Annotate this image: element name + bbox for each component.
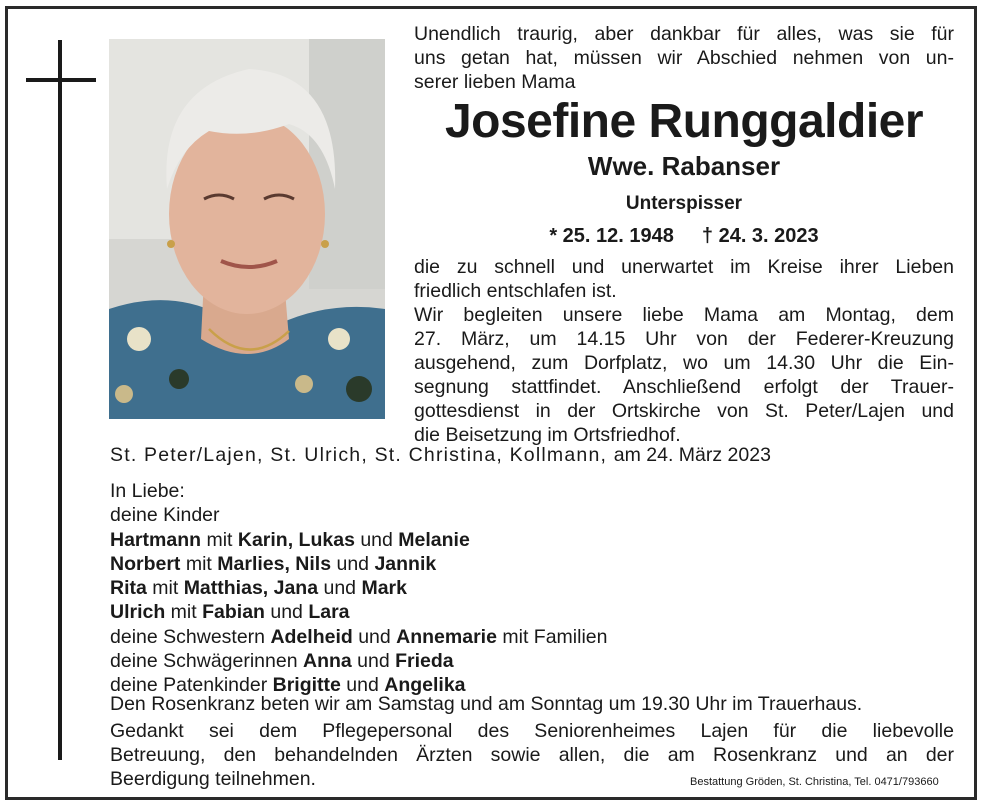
mourners-heading: In Liebe: — [110, 480, 185, 502]
place-date-line — [110, 443, 771, 467]
thanks-line: Betreuung, den behandelnden Ärzten sowie allen, die am Rosenkranz und an der — [110, 744, 954, 766]
places: St. Peter/Lajen, St. Ulrich, St. Christina, Kollmann, — [110, 444, 608, 466]
intro-line: Unendlich traurig, aber dankbar für alles, was sie für — [414, 23, 954, 45]
portrait-photo — [109, 39, 385, 419]
mourner-row: deine Schwestern Adelheid und Annemarie mit Familien — [110, 625, 608, 648]
farm-name: Unterspisser — [625, 193, 743, 214]
funeral-home: Bestattung Gröden, St. Christina, Tel. 0471/793660 — [690, 776, 939, 788]
notice-date: am 24. März 2023 — [613, 444, 771, 466]
body-line: die Beisetzung im Ortsfriedhof. — [414, 424, 681, 446]
mourner-row: Hartmann mit Karin, Lukas und Melanie — [110, 528, 470, 551]
body-line: ausgehend, zum Dorfplatz, wo um 14.30 Uhr die Ein- — [414, 352, 954, 374]
intro-text — [414, 22, 954, 94]
death-date: † 24. 3. 2023 — [701, 225, 819, 247]
mourner-row: Norbert mit Marlies, Nils und Jannik — [110, 552, 437, 575]
mourner-row: deine Patenkinder Brigitte und Angelika — [110, 674, 466, 697]
body-line: die zu schnell und unerwartet im Kreise ihrer Lieben — [414, 256, 954, 278]
body-line: gottesdienst in der Ortskirche von St. Peter/Lajen und — [414, 400, 954, 422]
intro-line: serer lieben Mama — [414, 71, 576, 93]
birth-date: * 25. 12. 1948 — [549, 225, 674, 247]
thanks-line: Gedankt sei dem Pflegepersonal des Seniorenheimes Lajen für die liebevolle — [110, 720, 954, 742]
mourners-children-label: deine Kinder — [110, 504, 220, 527]
body-line: segnung stattfindet. Anschließend erfolgt der Trauer- — [414, 376, 954, 398]
deceased-name: Josefine Runggaldier — [444, 95, 924, 148]
life-dates — [414, 222, 954, 250]
thanks-line: Beerdigung teilnehmen. — [110, 768, 316, 790]
announcement-text — [414, 255, 954, 447]
cross-vertical — [58, 40, 62, 760]
body-line: friedlich entschlafen ist. — [414, 280, 617, 302]
body-line: Wir begleiten unsere liebe Mama am Montag, dem — [414, 304, 954, 326]
rosary-notice: Den Rosenkranz beten wir am Samstag und am Sonntag um 19.30 Uhr im Trauerhaus. — [110, 693, 863, 715]
body-line: 27. März, um 14.15 Uhr von der Federer-Kreuzung — [414, 328, 954, 350]
intro-line: uns getan hat, müssen wir Abschied nehmen von un- — [414, 47, 954, 69]
mourners-list — [110, 479, 607, 698]
cross-horizontal — [26, 78, 96, 82]
mourner-row: deine Schwägerinnen Anna und Frieda — [110, 650, 454, 673]
widow-name: Wwe. Rabanser — [587, 151, 781, 181]
mourner-row: Rita mit Matthias, Jana und Mark — [110, 577, 407, 600]
mourner-row: Ulrich mit Fabian und Lara — [110, 601, 350, 624]
